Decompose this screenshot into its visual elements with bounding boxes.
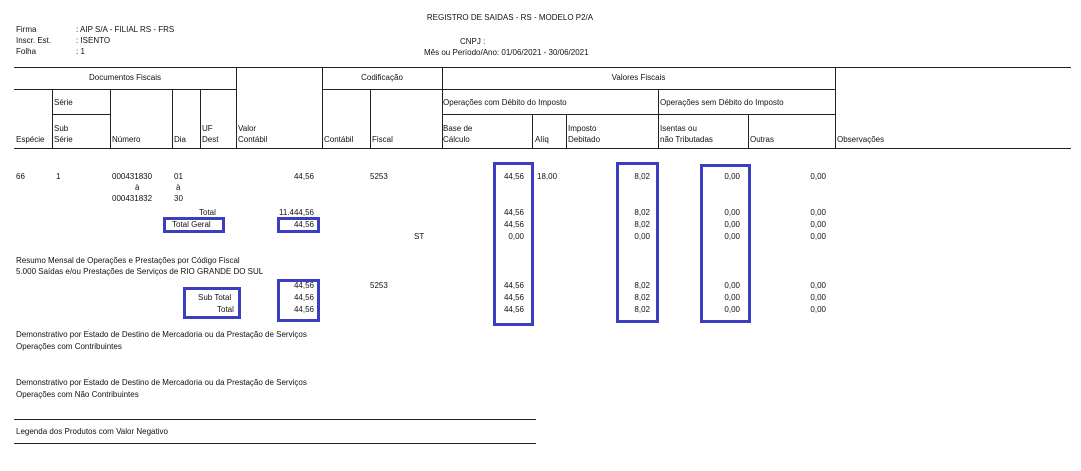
grid-line: [52, 114, 110, 115]
st-isentas: 0,00: [724, 232, 740, 241]
grid-line: [110, 89, 111, 148]
header-imposto: Imposto: [568, 124, 597, 133]
header-valores-fiscais: Valores Fiscais: [611, 73, 666, 82]
grid-line: [370, 89, 371, 148]
grid-line: [14, 89, 236, 90]
resumo-sub-total-base: 44,56: [503, 293, 524, 302]
resumo-sub-total-isentas: 0,00: [724, 293, 740, 302]
grid-line: [322, 89, 442, 90]
st-base: 0,00: [508, 232, 524, 241]
header-especie: Espécie: [16, 135, 45, 144]
row-dia-final: 30: [174, 194, 183, 203]
row-numero-inicial: 000431830: [112, 172, 153, 181]
resumo-base: 44,56: [503, 281, 524, 290]
row-aliq: 18,00: [537, 172, 558, 181]
grid-line: [236, 67, 237, 148]
st-label: ST: [414, 232, 425, 241]
row-imposto-debitado: 8,02: [634, 172, 650, 181]
resumo-total-isentas: 0,00: [724, 305, 740, 314]
row-numero-final: 000431832: [112, 194, 153, 203]
grid-line: [14, 148, 1071, 149]
grid-line: [52, 89, 53, 148]
header-aliq: Alíq: [535, 135, 549, 144]
total-geral-base: 44,56: [503, 220, 524, 229]
header-contabil: Contábil: [324, 135, 354, 144]
grid-line: [835, 67, 836, 148]
row-isentas: 0,00: [724, 172, 740, 181]
total-outras: 0,00: [810, 208, 826, 217]
header-sub-serie: Série: [54, 135, 73, 144]
header-fiscal: Fiscal: [372, 135, 393, 144]
header-sub: Sub: [54, 124, 69, 133]
resumo-sub-total-valor: 44,56: [293, 293, 314, 302]
header-base: Base de: [443, 124, 473, 133]
header-codificacao: Codificação: [361, 73, 403, 82]
resumo-total-label: Total: [217, 305, 234, 314]
insc-label: Inscr. Est.: [16, 36, 52, 45]
resumo-title: Resumo Mensal de Operações e Prestações por Código Fiscal: [16, 256, 240, 265]
highlight-sub-total-labels: [183, 287, 241, 319]
grid-line: [532, 114, 533, 148]
grid-line: [200, 89, 201, 148]
folha-value: : 1: [76, 47, 85, 56]
resumo-outras: 0,00: [810, 281, 826, 290]
header-observacoes: Observações: [837, 135, 885, 144]
total-isentas: 0,00: [724, 208, 740, 217]
cnpj-label: CNPJ :: [460, 37, 486, 46]
total-geral-label: Total Geral: [172, 220, 211, 229]
grid-line: [658, 89, 659, 148]
header-base-calculo: Cálculo: [443, 135, 470, 144]
grid-line: [748, 114, 749, 148]
highlight-total-geral-label: [163, 217, 225, 233]
firma-label: Firma: [16, 25, 37, 34]
resumo-total-outras: 0,00: [810, 305, 826, 314]
grid-line: [442, 89, 835, 90]
total-valor: 11.444,56: [279, 208, 314, 217]
header-uf-dest: Dest: [202, 135, 219, 144]
total-base: 44,56: [503, 208, 524, 217]
legenda-title: Legenda dos Produtos com Valor Negativo: [16, 427, 168, 436]
resumo-fiscal: 5253: [370, 281, 388, 290]
total-geral-outras: 0,00: [810, 220, 826, 229]
grid-line: [566, 114, 567, 148]
resumo-total-valor: 44,56: [293, 305, 314, 314]
grid-line: [14, 67, 1071, 68]
header-valor: Valor: [238, 124, 257, 133]
row-dia-a: à: [176, 183, 181, 192]
header-valor-contabil: Contábil: [238, 135, 268, 144]
sub-total-label: Sub Total: [198, 293, 232, 302]
resumo-sub-total-outras: 0,00: [810, 293, 826, 302]
header-numero: Número: [112, 135, 141, 144]
demonstrativo-contribuintes-sub: Operações com Contribuintes: [16, 342, 122, 351]
total-geral-isentas: 0,00: [724, 220, 740, 229]
legend-bottom-rule: [14, 443, 536, 444]
report-title: REGISTRO DE SAIDAS - RS - MODELO P2/A: [426, 13, 594, 22]
header-dia: Dia: [174, 135, 187, 144]
periodo: Mês ou Período/Ano: 01/06/2021 - 30/06/2021: [424, 48, 589, 57]
row-outras: 0,00: [810, 172, 826, 181]
resumo-subtitle: 5.000 Saídas e/ou Prestações de Serviços de RIO GRANDE DO SUL: [16, 267, 264, 276]
row-fiscal: 5253: [370, 172, 388, 181]
resumo-total-base: 44,56: [503, 305, 524, 314]
header-outras: Outras: [750, 135, 775, 144]
st-outras: 0,00: [810, 232, 826, 241]
resumo-isentas: 0,00: [724, 281, 740, 290]
header-op-com-debito: Operações com Débito do Imposto: [443, 98, 567, 107]
resumo-total-imposto: 8,02: [634, 305, 650, 314]
total-geral-imposto: 8,02: [634, 220, 650, 229]
highlight-base-calculo-column: [493, 162, 534, 326]
highlight-imposto-column: [616, 162, 659, 323]
resumo-sub-total-imposto: 8,02: [634, 293, 650, 302]
row-dia-inicial: 01: [174, 172, 183, 181]
row-numero-a: à: [135, 183, 140, 192]
st-imposto: 0,00: [634, 232, 650, 241]
total-imposto: 8,02: [634, 208, 650, 217]
grid-line: [442, 114, 835, 115]
header-imposto-debitado: Debitado: [568, 135, 601, 144]
demonstrativo-contribuintes-title: Demonstrativo por Estado de Destino de Mercadoria ou da Prestação de Serviços: [16, 330, 307, 339]
resumo-imposto: 8,02: [634, 281, 650, 290]
row-valor-contabil: 44,56: [293, 172, 314, 181]
legend-top-rule: [14, 419, 536, 420]
total-geral-valor: 44,56: [293, 220, 314, 229]
header-uf: UF: [202, 124, 213, 133]
header-isentas-nao-tributadas: não Tributadas: [660, 135, 713, 144]
header-isentas: Isentas ou: [660, 124, 697, 133]
total-label: Total: [199, 208, 216, 217]
row-serie: 1: [56, 172, 61, 181]
row-base-calculo: 44,56: [503, 172, 524, 181]
insc-value: : ISENTO: [76, 36, 111, 45]
firma-value: : AIP S/A - FILIAL RS - FRS: [76, 25, 175, 34]
demonstrativo-nao-contribuintes-title: Demonstrativo por Estado de Destino de Mercadoria ou da Prestação de Serviços: [16, 378, 307, 387]
resumo-valor: 44,56: [293, 281, 314, 290]
header-documentos-fiscais: Documentos Fiscais: [88, 73, 162, 82]
demonstrativo-nao-contribuintes-sub: Operações com Não Contribuintes: [16, 390, 139, 399]
folha-label: Folha: [16, 47, 37, 56]
row-especie: 66: [16, 172, 25, 181]
highlight-total-geral-valor: [277, 217, 320, 233]
grid-line: [172, 89, 173, 148]
highlight-isentas-column: [700, 164, 751, 323]
header-serie: Série: [54, 98, 73, 107]
header-op-sem-debito: Operações sem Débito do Imposto: [660, 98, 784, 107]
highlight-resumo-valores: [277, 279, 320, 322]
